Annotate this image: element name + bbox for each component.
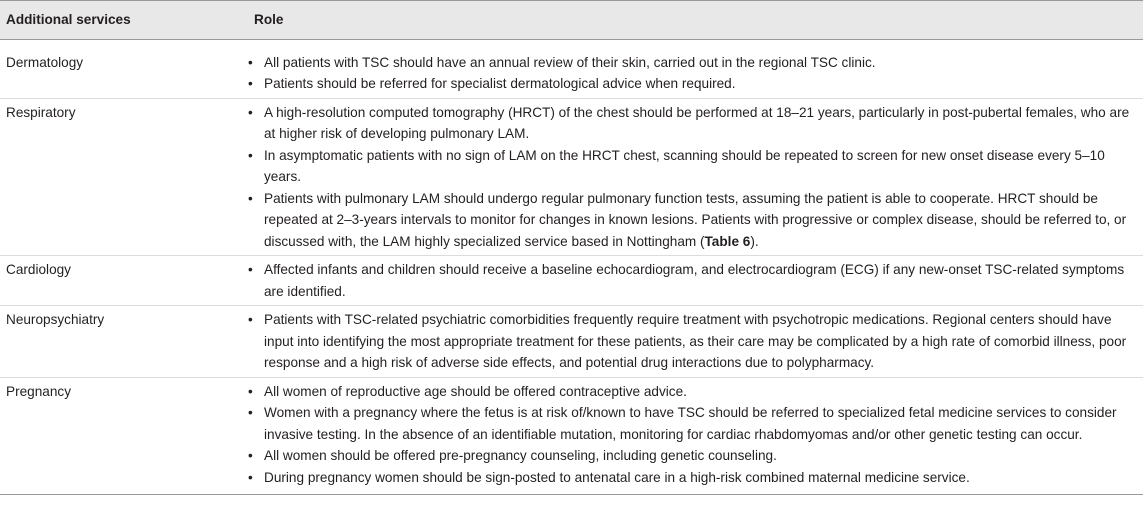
role-text: All patients with TSC should have an annual review of their skin, carried out in the regional TSC clinic. bbox=[264, 54, 876, 70]
role-item bbox=[248, 259, 1137, 302]
table-row-pregnancy bbox=[0, 377, 1143, 495]
bullet-icon: • bbox=[248, 190, 253, 206]
role-cell bbox=[248, 98, 1143, 256]
role-text: All women should be offered pre-pregnancy counseling, including genetic counseling. bbox=[264, 448, 777, 463]
role-text: Patients with pulmonary LAM should undergo regular pulmonary function tests, assuming the patient is able to cooperate. HRCT should be repeated at 2–3-years intervals to monitor for changes in known lesions. Patients with progressive or complex disease, should be referred to, or discussed with, the LAM highly specialized service based in Nottingham ( bbox=[264, 190, 1127, 249]
header-row bbox=[0, 1, 1143, 40]
bullet-icon: • bbox=[248, 147, 253, 163]
bullet-icon: • bbox=[248, 469, 253, 485]
bullet-icon: • bbox=[248, 262, 253, 277]
role-item bbox=[248, 145, 1137, 188]
role-item bbox=[248, 467, 1137, 489]
service-name: Pregnancy bbox=[0, 377, 248, 495]
role-text-end: ). bbox=[750, 233, 759, 249]
role-cell bbox=[248, 306, 1143, 378]
role-cell bbox=[248, 39, 1143, 98]
role-list bbox=[248, 52, 1137, 95]
table-6-reference: Table 6 bbox=[704, 233, 751, 249]
role-list bbox=[248, 309, 1137, 374]
header-role: Role bbox=[248, 1, 1143, 40]
table-row-cardiology bbox=[0, 256, 1143, 306]
role-item bbox=[248, 102, 1137, 145]
role-text: During pregnancy women should be sign-posted to antenatal care in a high-risk combined maternal medicine service. bbox=[264, 469, 970, 485]
bullet-icon: • bbox=[248, 76, 253, 91]
role-list bbox=[248, 381, 1137, 489]
role-item bbox=[248, 52, 1137, 74]
role-text: Patients with TSC-related psychiatric comorbidities frequently require treatment with psychotropic medications. Regional centers should have input into identifying the most appropriate treatment for these patients, as their care may be complicated by a high rate of comorbid illness, poor response and a high risk of adverse side effects, and potential drug interactions due to polypharmacy. bbox=[264, 312, 1127, 370]
role-item bbox=[248, 445, 1137, 467]
role-cell bbox=[248, 256, 1143, 306]
table-body bbox=[0, 39, 1143, 495]
service-name: Cardiology bbox=[0, 256, 248, 306]
role-text: Affected infants and children should receive a baseline echocardiogram, and electrocardiogram (ECG) if any new-onset TSC-related symptoms are identified. bbox=[264, 262, 1125, 299]
service-name: Neuropsychiatry bbox=[0, 306, 248, 378]
bullet-icon: • bbox=[248, 54, 253, 70]
role-item bbox=[248, 402, 1137, 445]
role-text: All women of reproductive age should be offered contraceptive advice. bbox=[264, 383, 687, 399]
table-row-dermatology bbox=[0, 39, 1143, 98]
role-text: Patients should be referred for specialist dermatological advice when required. bbox=[264, 76, 736, 91]
role-cell bbox=[248, 377, 1143, 495]
role-item bbox=[248, 188, 1137, 253]
role-list bbox=[248, 259, 1137, 302]
table-header bbox=[0, 1, 1143, 40]
bullet-icon: • bbox=[248, 312, 253, 327]
role-item bbox=[248, 381, 1137, 403]
bullet-icon: • bbox=[248, 383, 253, 399]
bullet-icon: • bbox=[248, 448, 253, 463]
role-text: Women with a pregnancy where the fetus is at risk of/known to have TSC should be referred to specialized fetal medicine services to consider invasive testing. In the absence of an identifiable mutation, monitoring for cardiac rhabdomyomas and/or other genetic testing can occur. bbox=[264, 405, 1117, 442]
role-text: A high-resolution computed tomography (HRCT) of the chest should be performed at 18–21 years, particularly in post-pubertal females, who are at higher risk of developing pulmonary LAM. bbox=[264, 104, 1130, 141]
service-name: Respiratory bbox=[0, 98, 248, 256]
header-additional-services: Additional services bbox=[0, 1, 248, 40]
bullet-icon: • bbox=[248, 405, 253, 420]
table-row-neuropsychiatry bbox=[0, 306, 1143, 378]
role-item bbox=[248, 309, 1137, 374]
bullet-icon: • bbox=[248, 104, 253, 120]
role-list bbox=[248, 102, 1137, 253]
table-row-respiratory bbox=[0, 98, 1143, 256]
role-text: In asymptomatic patients with no sign of LAM on the HRCT chest, scanning should be repeated to screen for new onset disease every 5–10 years. bbox=[264, 147, 1105, 184]
service-name: Dermatology bbox=[0, 39, 248, 98]
role-item bbox=[248, 73, 1137, 95]
